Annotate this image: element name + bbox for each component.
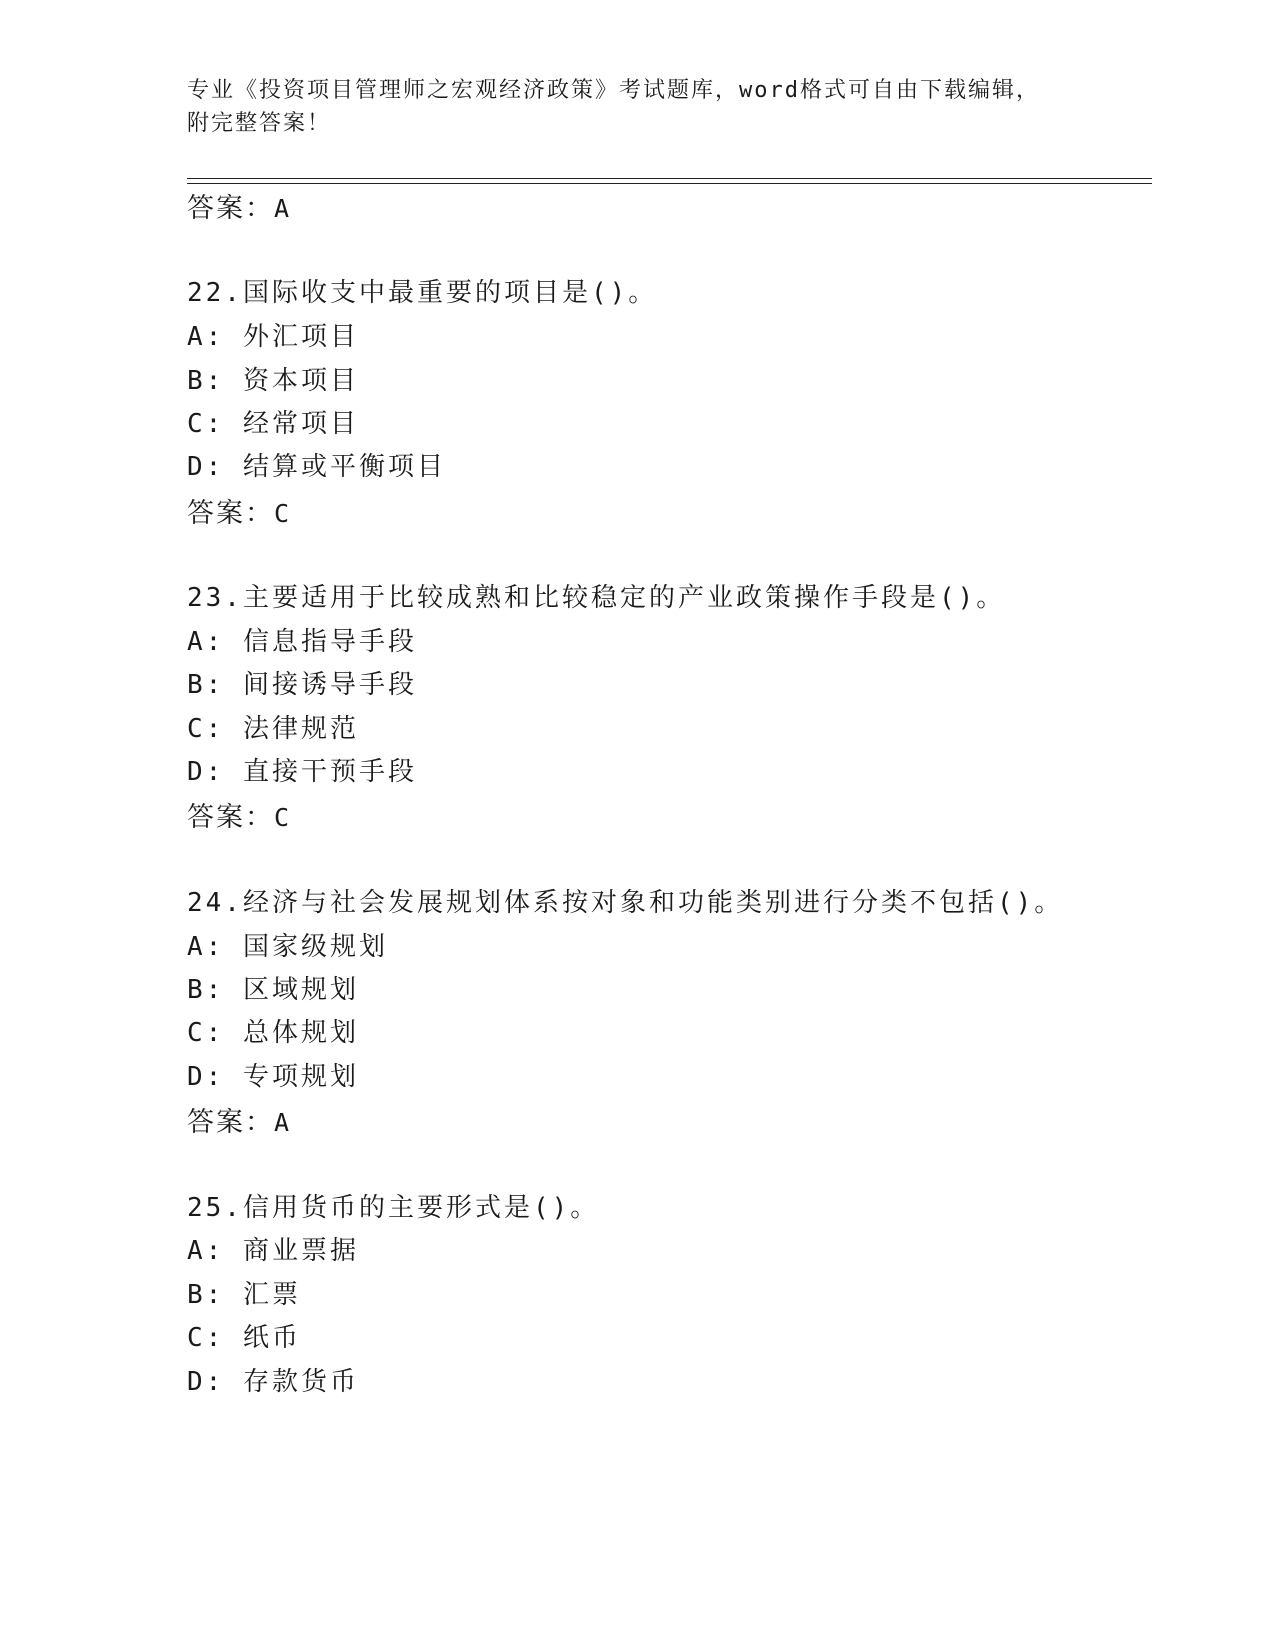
question-22-option-b: B: 资本项目 [187,366,359,396]
question-25-option-b: B: 汇票 [187,1280,301,1310]
question-25-option-d: D: 存款货币 [187,1367,359,1397]
answer-24 [187,1100,291,1139]
question-24-option-c: C: 总体规划 [187,1018,359,1048]
answer-22 [187,491,291,530]
question-23-option-c: C: 法律规范 [187,714,359,744]
answer-label: 答案： [187,802,274,833]
question-23-option-a: A: 信息指导手段 [187,627,417,657]
header-line-2: 附完整答案！ [187,111,332,136]
question-25-stem: 25.信用货币的主要形式是()。 [187,1193,600,1223]
answer-value: A [274,194,292,223]
question-22-option-c: C: 经常项目 [187,409,359,439]
question-22-option-a: A: 外汇项目 [187,322,359,352]
question-24-option-b: B: 区域规划 [187,975,359,1005]
answer-value: A [274,1108,292,1137]
answer-label: 答案： [187,193,274,224]
header-divider-top [187,178,1152,179]
header-line-1: 专业《投资项目管理师之宏观经济政策》考试题库，word格式可自由下载编辑， [187,78,1040,103]
question-24-option-d: D: 专项规划 [187,1062,359,1092]
question-22-stem: 22.国际收支中最重要的项目是()。 [187,278,658,308]
question-22-option-d: D: 结算或平衡项目 [187,452,446,482]
answer-21 [187,186,291,225]
document-header [187,74,1087,140]
answer-23 [187,795,291,834]
question-23-option-b: B: 间接诱导手段 [187,670,417,700]
answer-value: C [274,803,292,832]
answer-label: 答案： [187,1107,274,1138]
header-divider-bottom [187,183,1152,184]
question-25-option-c: C: 纸币 [187,1323,301,1353]
question-23-stem: 23.主要适用于比较成熟和比较稳定的产业政策操作手段是()。 [187,583,1006,613]
answer-value: C [274,499,292,528]
answer-label: 答案： [187,498,274,529]
question-23-option-d: D: 直接干预手段 [187,757,417,787]
question-24-stem: 24.经济与社会发展规划体系按对象和功能类别进行分类不包括()。 [187,888,1064,918]
question-25-option-a: A: 商业票据 [187,1236,359,1266]
question-24-option-a: A: 国家级规划 [187,932,388,962]
